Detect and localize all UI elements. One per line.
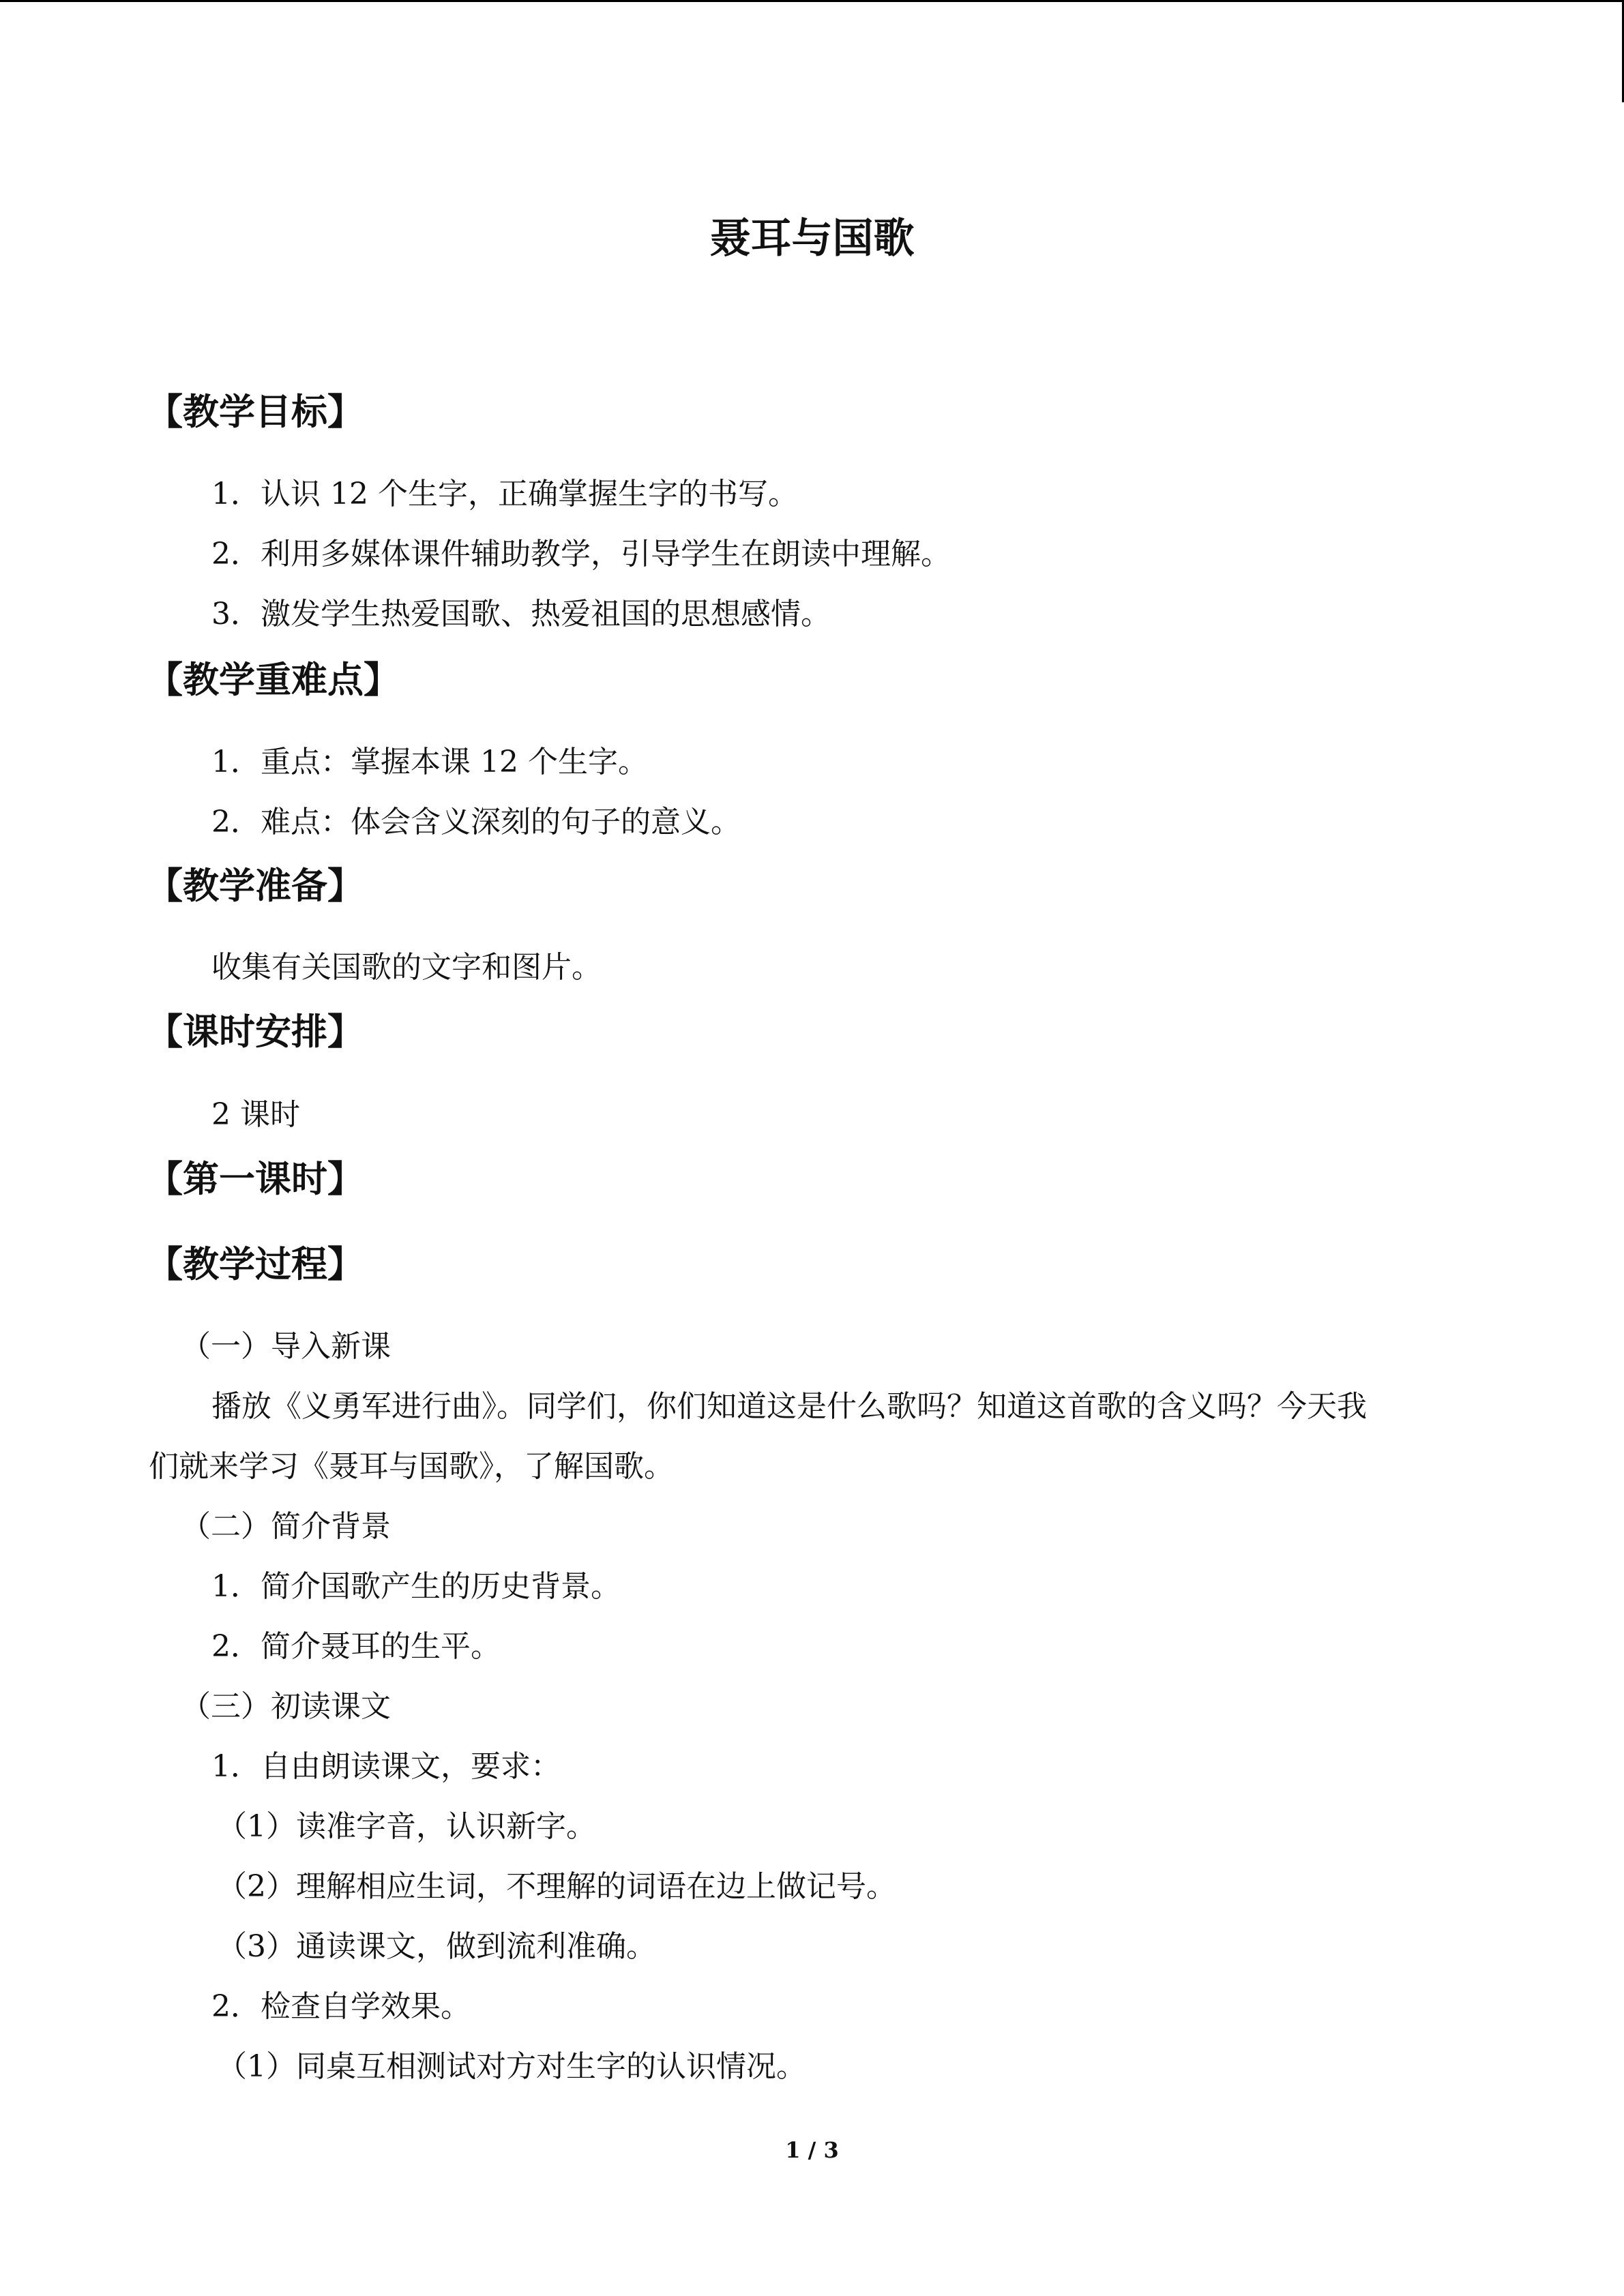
page-top-border [0, 0, 1624, 2]
heading-teaching-goals: 【教学目标】 [147, 391, 364, 433]
key-point-item-1: 1．重点：掌握本课 12 个生字。 [211, 745, 648, 779]
heading-schedule: 【课时安排】 [147, 1011, 364, 1053]
part3-item-2: 2．检查自学效果。 [211, 1989, 471, 2024]
goal-item-2: 2．利用多媒体课件辅助教学，引导学生在朗读中理解。 [211, 537, 951, 571]
goal-item-1: 1．认识 12 个生字，正确掌握生字的书写。 [211, 477, 798, 511]
heading-preparation: 【教学准备】 [147, 865, 364, 907]
part3-subitem-3: （3）通读课文，做到流利准确。 [217, 1929, 656, 1964]
heading-teaching-process: 【教学过程】 [147, 1244, 364, 1285]
part2-item-2: 2．简介聂耳的生平。 [211, 1629, 501, 1664]
preparation-text: 收集有关国歌的文字和图片。 [211, 950, 602, 985]
schedule-text: 2 课时 [211, 1097, 300, 1132]
part2-item-1: 1．简介国歌产生的历史背景。 [211, 1569, 621, 1604]
part3-subitem-2: （2）理解相应生词，不理解的词语在边上做记号。 [217, 1869, 896, 1904]
part3-subitem-1: （1）读准字音，认识新字。 [217, 1809, 596, 1844]
part3-title: （三）初读课文 [181, 1689, 391, 1724]
heading-first-lesson: 【第一课时】 [147, 1159, 364, 1200]
goal-item-3: 3．激发学生热爱国歌、热爱祖国的思想感情。 [211, 597, 831, 631]
page-number: 1 / 3 [785, 2137, 839, 2163]
key-point-item-2: 2．难点：体会含义深刻的句子的意义。 [211, 805, 741, 839]
part1-title: （一）导入新课 [181, 1329, 391, 1364]
part2-title: （二）简介背景 [181, 1509, 391, 1544]
part3-item-1: 1．自由朗读课文，要求： [211, 1749, 561, 1784]
document-title: 聂耳与国歌 [709, 215, 915, 263]
part1-text-line-1: 播放《义勇军进行曲》。同学们，你们知道这是什么歌吗？知道这首歌的含义吗？今天我 [211, 1389, 1367, 1424]
part3-item-2-subitem-1: （1）同桌互相测试对方对生字的认识情况。 [217, 2049, 806, 2084]
heading-key-points: 【教学重难点】 [147, 659, 400, 701]
part1-text-line-2: 们就来学习《聂耳与国歌》，了解国歌。 [149, 1449, 674, 1484]
